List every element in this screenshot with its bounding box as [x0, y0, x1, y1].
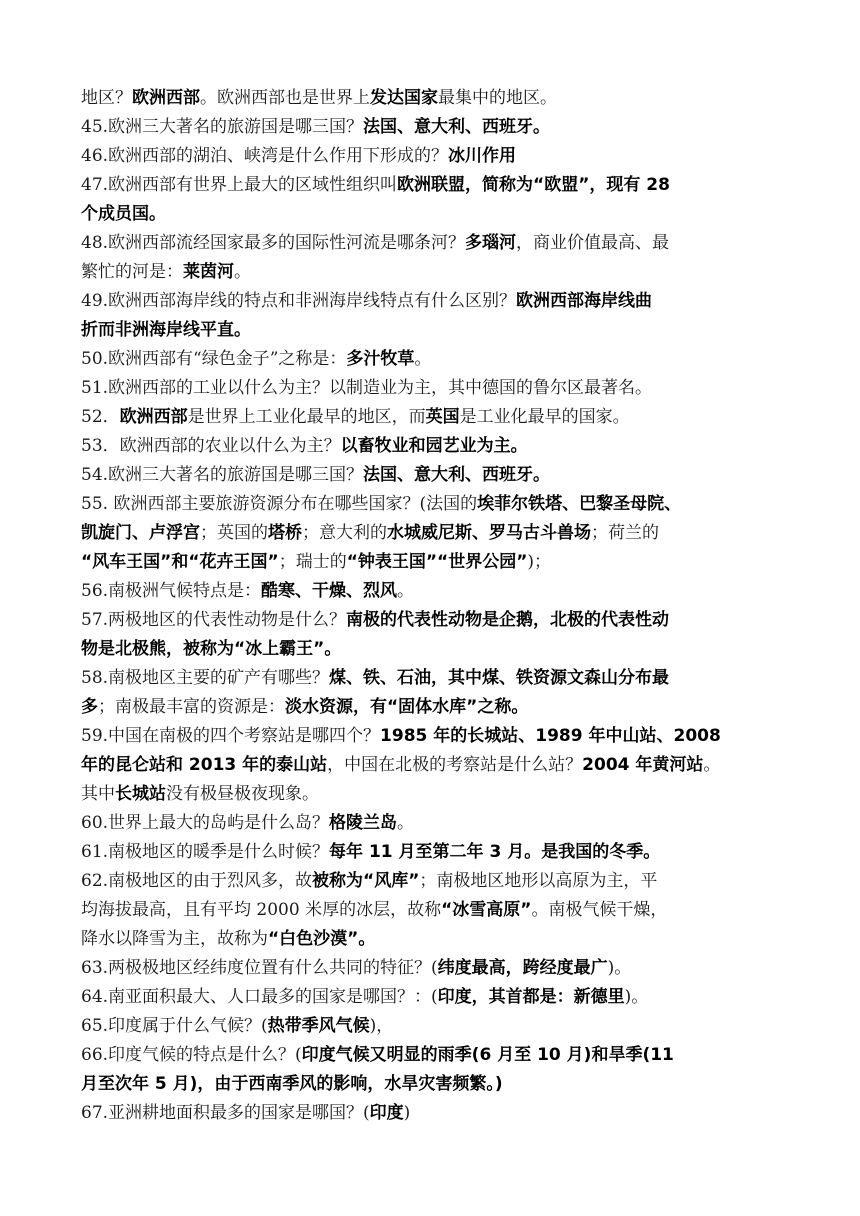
- question-text: 。: [397, 813, 415, 833]
- text-line: [81, 142, 793, 171]
- question-text: 。欧洲西部也是世界上: [200, 88, 370, 108]
- question-text: 50.欧洲西部有“绿色金子”之称是：: [81, 349, 347, 369]
- question-text: 57.两极地区的代表性动物是什么？: [81, 610, 347, 630]
- answer-text: 被称为“风库”: [312, 871, 420, 891]
- text-line: [81, 983, 793, 1012]
- question-text: 56.南极洲气候特点是：: [81, 581, 262, 601]
- question-text: 58.南极地区主要的矿产有哪些？: [81, 668, 330, 688]
- answer-text: 以畜牧业和园艺业为主。: [340, 436, 528, 456]
- answer-text: 2004 年黄河站: [582, 755, 704, 775]
- question-text: 59.中国在南极的四个考察站是哪四个？: [81, 726, 381, 746]
- question-text: 53．欧洲西部的农业以什么为主？: [81, 436, 341, 456]
- answer-text: 个成员国。: [81, 204, 166, 224]
- answer-text: 物是北极熊，被称为“冰上霸王”。: [81, 639, 342, 659]
- question-text: 。: [397, 581, 415, 601]
- answer-text: “白色沙漠”。: [268, 929, 376, 949]
- answer-text: 莱茵河: [183, 262, 234, 282]
- answer-text: 欧洲西部: [132, 88, 200, 108]
- answer-text: “风车王国”和“花卉王国”: [81, 552, 279, 572]
- text-line: [81, 751, 793, 780]
- answer-text: 印度: [369, 1103, 404, 1123]
- answer-text: 塔桥: [268, 523, 302, 543]
- answer-text: “冰雪高原”: [441, 900, 532, 920]
- question-text: )，: [369, 1016, 394, 1036]
- text-line: [81, 1041, 793, 1070]
- answer-text: 每年 11 月至第二年 3 月。是我国的冬季。: [329, 842, 661, 862]
- question-text: 。: [414, 349, 432, 369]
- answer-text: 酷寒、干燥、烈风: [261, 581, 398, 601]
- text-line: [81, 722, 793, 751]
- question-text: 繁忙的河是：: [81, 262, 183, 282]
- question-text: 均海拔最高，且有平均 2000 米厚的冰层，故称: [81, 900, 442, 920]
- text-line: [81, 345, 793, 374]
- answer-text: 水城威尼斯、罗马古斗兽场: [387, 523, 591, 543]
- answer-text: 欧洲西部海岸线曲: [516, 291, 653, 311]
- text-line: [81, 635, 793, 664]
- text-line: [81, 258, 793, 287]
- text-line: [81, 403, 793, 432]
- answer-text: 多瑙河: [465, 233, 517, 253]
- text-line: [81, 1070, 793, 1099]
- question-text: ；南极最丰富的资源是：: [98, 697, 285, 717]
- text-line: [81, 838, 793, 867]
- answer-text: 煤、铁、石油，其中煤、铁资源文森山分布最: [329, 668, 670, 688]
- question-text: 其中: [81, 784, 115, 804]
- text-line: [81, 606, 793, 635]
- text-line: [81, 519, 793, 548]
- answer-text: 纬度最高，跨经度最广: [437, 958, 608, 978]
- question-text: ；意大利的: [302, 523, 387, 543]
- answer-text: 多汁牧草: [346, 349, 415, 369]
- question-text: 51.欧洲西部的工业以什么为主？以制造业为主，其中德国的鲁尔区最著名。: [81, 378, 653, 398]
- answer-text: 年的昆仑站和 2013 年的泰山站: [81, 755, 328, 775]
- question-text: ，商业价值最高、最: [516, 233, 670, 253]
- answer-text: 1985 年的长城站、1989 年中山站、2008: [380, 726, 721, 746]
- question-text: 最集中的地区。: [438, 88, 557, 108]
- question-text: )。: [607, 958, 632, 978]
- question-text: 45.欧洲三大著名的旅游国是哪三国？: [81, 117, 364, 137]
- text-line: [81, 1099, 793, 1128]
- question-text: 60.世界上最大的岛屿是什么岛？: [81, 813, 330, 833]
- answer-text: 折而非洲海岸线平直。: [81, 320, 251, 340]
- document-page: [81, 84, 793, 1128]
- question-text: )；: [527, 552, 552, 572]
- text-line: [81, 1012, 793, 1041]
- answer-text: 发达国家: [370, 88, 438, 108]
- answer-text: 欧洲联盟，简称为“欧盟”，现有 28: [397, 175, 670, 195]
- text-line: [81, 780, 793, 809]
- question-text: 63.两极极地区经纬度位置有什么共同的特征？(: [81, 958, 438, 978]
- text-line: [81, 490, 793, 519]
- answer-text: 南极的代表性动物是企鹅，北极的代表性动: [346, 610, 670, 630]
- question-text: ；南极地区地形以高原为主，平: [419, 871, 658, 891]
- text-line: [81, 954, 793, 983]
- text-line: [81, 896, 793, 925]
- answer-text: 淡水资源，有“固体水库”之称。: [285, 697, 529, 717]
- answer-text: 欧洲西部: [119, 407, 188, 427]
- question-text: 是世界上工业化最早的地区，而: [187, 407, 426, 427]
- text-line: [81, 229, 793, 258]
- text-line: [81, 925, 793, 954]
- answer-text: “钟表王国”“世界公园”: [346, 552, 528, 572]
- text-line: [81, 693, 793, 722]
- answer-text: 冰川作用: [448, 146, 517, 166]
- question-text: ；荷兰的: [591, 523, 659, 543]
- text-line: [81, 577, 793, 606]
- question-text: 46.欧洲西部的湖泊、峡湾是什么作用下形成的？: [81, 146, 449, 166]
- question-text: 64.南亚面积最大、人口最多的国家是哪国？：(: [81, 987, 438, 1007]
- question-text: ；英国的: [200, 523, 268, 543]
- text-line: [81, 316, 793, 345]
- question-text: 49.欧洲西部海岸线的特点和非洲海岸线特点有什么区别？: [81, 291, 517, 311]
- answer-text: 多: [81, 697, 98, 717]
- question-text: 54.欧洲三大著名的旅游国是哪三国？: [81, 465, 364, 485]
- answer-text: 印度，其首都是：新德里: [437, 987, 625, 1007]
- question-text: ): [403, 1103, 411, 1123]
- answer-text: 长城站: [115, 784, 166, 804]
- text-line: [81, 664, 793, 693]
- answer-text: 英国: [425, 407, 460, 427]
- question-text: 66.印度气候的特点是什么？(: [81, 1045, 302, 1065]
- question-text: 62.南极地区的由于烈风多，故: [81, 871, 313, 891]
- question-text: 没有极昼极夜现象。: [166, 784, 319, 804]
- text-line: [81, 432, 793, 461]
- answer-text: 热带季风气候: [267, 1016, 370, 1036]
- answer-text: 格陵兰岛: [329, 813, 398, 833]
- text-line: [81, 200, 793, 229]
- text-line: [81, 867, 793, 896]
- text-line: [81, 287, 793, 316]
- text-line: [81, 171, 793, 200]
- question-text: 47.欧洲西部有世界上最大的区域性组织叫: [81, 175, 398, 195]
- text-line: [81, 84, 793, 113]
- question-text: 52．: [81, 407, 120, 427]
- text-line: [81, 548, 793, 577]
- question-text: 。南极气候干燥，: [531, 900, 668, 920]
- answer-text: 凯旋门、卢浮宫: [81, 523, 200, 543]
- text-line: [81, 461, 793, 490]
- answer-text: 月至次年 5 月)，由于西南季风的影响，水旱灾害频繁。): [81, 1074, 503, 1094]
- answer-text: 法国、意大利、西班牙。: [363, 117, 551, 137]
- answer-text: 埃菲尔铁塔、巴黎圣母院、: [477, 494, 682, 514]
- text-line: [81, 113, 793, 142]
- question-text: 降水以降雪为主，故称为: [81, 929, 268, 949]
- text-line: [81, 374, 793, 403]
- question-text: ，中国在北极的考察站是什么站？: [327, 755, 583, 775]
- question-text: 65.印度属于什么气候？(: [81, 1016, 268, 1036]
- question-text: 地区？: [81, 88, 132, 108]
- question-text: 55. 欧洲西部主要旅游资源分布在哪些国家？(法国的: [81, 494, 478, 514]
- question-text: 。: [234, 262, 251, 282]
- answer-text: 印度气候又明显的雨季(6 月至 10 月)和旱季(11: [301, 1045, 674, 1065]
- question-text: 。: [703, 755, 721, 775]
- text-line: [81, 809, 793, 838]
- question-text: ；瑞士的: [278, 552, 347, 572]
- question-text: 48.欧洲西部流经国家最多的国际性河流是哪条河？: [81, 233, 466, 253]
- answer-text: 法国、意大利、西班牙。: [363, 465, 551, 485]
- question-text: 67.亚洲耕地面积最多的国家是哪国？(: [81, 1103, 370, 1123]
- question-text: )。: [624, 987, 649, 1007]
- question-text: 是工业化最早的国家。: [459, 407, 630, 427]
- question-text: 61.南极地区的暖季是什么时候？: [81, 842, 330, 862]
